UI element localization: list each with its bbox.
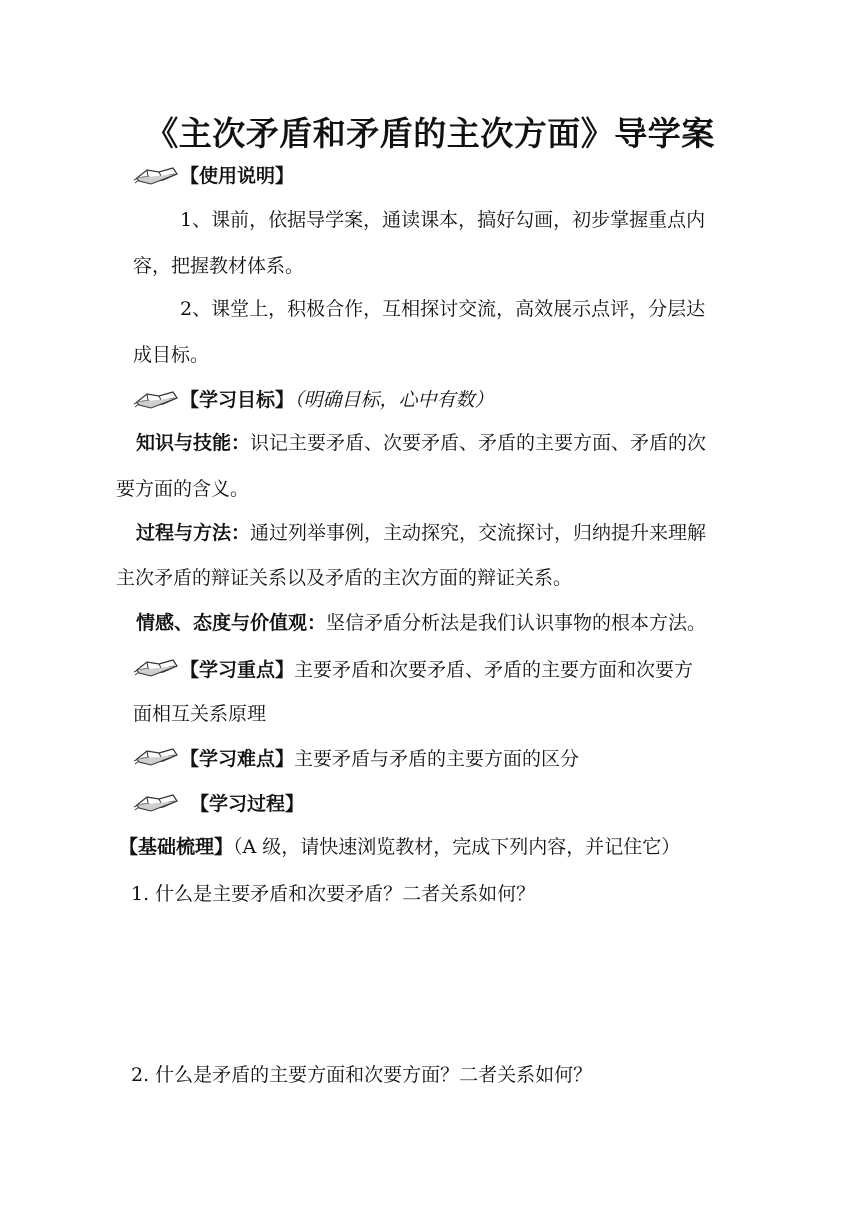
goals-heading-line bbox=[180, 388, 494, 412]
key-points-text-1: 主要矛盾和次要矛盾、矛盾的主要方面和次要方 bbox=[294, 659, 694, 681]
difficulty-heading: 【学习难点】 bbox=[180, 748, 295, 770]
usage-item-1-line-1: 1、课前，依据导学案，通读课本，搞好勾画，初步掌握重点内 bbox=[180, 209, 706, 231]
key-points-text-2: 面相互关系原理 bbox=[133, 703, 267, 725]
basics-note: （A 级，请快速浏览教材，完成下列内容，并记住它） bbox=[233, 836, 681, 858]
usage-item-2-line-1: 2、课堂上，积极合作，互相探讨交流，高效展示点评，分层达 bbox=[180, 298, 706, 320]
open-book-icon bbox=[133, 387, 179, 411]
knowledge-text-2: 要方面的含义。 bbox=[116, 478, 250, 500]
knowledge-line-1 bbox=[136, 431, 706, 455]
process-text-1: 通过列举事例，主动探究，交流探讨，归纳提升来理解 bbox=[250, 522, 707, 544]
emotion-text: 坚信矛盾分析法是我们认识事物的根本方法。 bbox=[326, 612, 707, 634]
process-heading: 【学习过程】 bbox=[190, 793, 305, 815]
goals-heading: 【学习目标】 bbox=[180, 389, 295, 411]
usage-heading: 【使用说明】 bbox=[180, 165, 295, 187]
knowledge-text-1: 识记主要矛盾、次要矛盾、矛盾的主要方面、矛盾的次 bbox=[250, 432, 707, 454]
open-book-icon bbox=[133, 655, 179, 679]
open-book-icon bbox=[133, 744, 179, 768]
process-text-2: 主次矛盾的辩证关系以及矛盾的主次方面的辩证关系。 bbox=[116, 567, 573, 589]
basics-heading: 【基础梳理】 bbox=[119, 836, 234, 858]
basics-line bbox=[119, 835, 680, 859]
difficulty-text: 主要矛盾与矛盾的主要方面的区分 bbox=[294, 748, 580, 770]
process-line-1 bbox=[136, 521, 706, 545]
emotion-label: 情感、态度与价值观： bbox=[136, 612, 327, 634]
open-book-icon bbox=[133, 163, 179, 187]
process-label: 过程与方法： bbox=[136, 522, 251, 544]
key-points-line-1 bbox=[180, 658, 693, 682]
usage-item-1-line-2: 容，把握教材体系。 bbox=[133, 255, 305, 277]
question-2: 2. 什么是矛盾的主要方面和次要方面？二者关系如何？ bbox=[131, 1064, 593, 1086]
key-points-heading: 【学习重点】 bbox=[180, 659, 295, 681]
goals-note: （明确目标，心中有数） bbox=[294, 389, 494, 411]
question-1: 1. 什么是主要矛盾和次要矛盾？二者关系如何？ bbox=[131, 883, 536, 905]
usage-item-2-line-2: 成目标。 bbox=[133, 344, 210, 366]
difficulty-line bbox=[180, 747, 579, 771]
emotion-line bbox=[136, 611, 706, 635]
knowledge-label: 知识与技能： bbox=[136, 432, 251, 454]
document-title: 《主次矛盾和矛盾的主次方面》导学案 bbox=[145, 114, 715, 153]
open-book-icon bbox=[133, 790, 179, 814]
